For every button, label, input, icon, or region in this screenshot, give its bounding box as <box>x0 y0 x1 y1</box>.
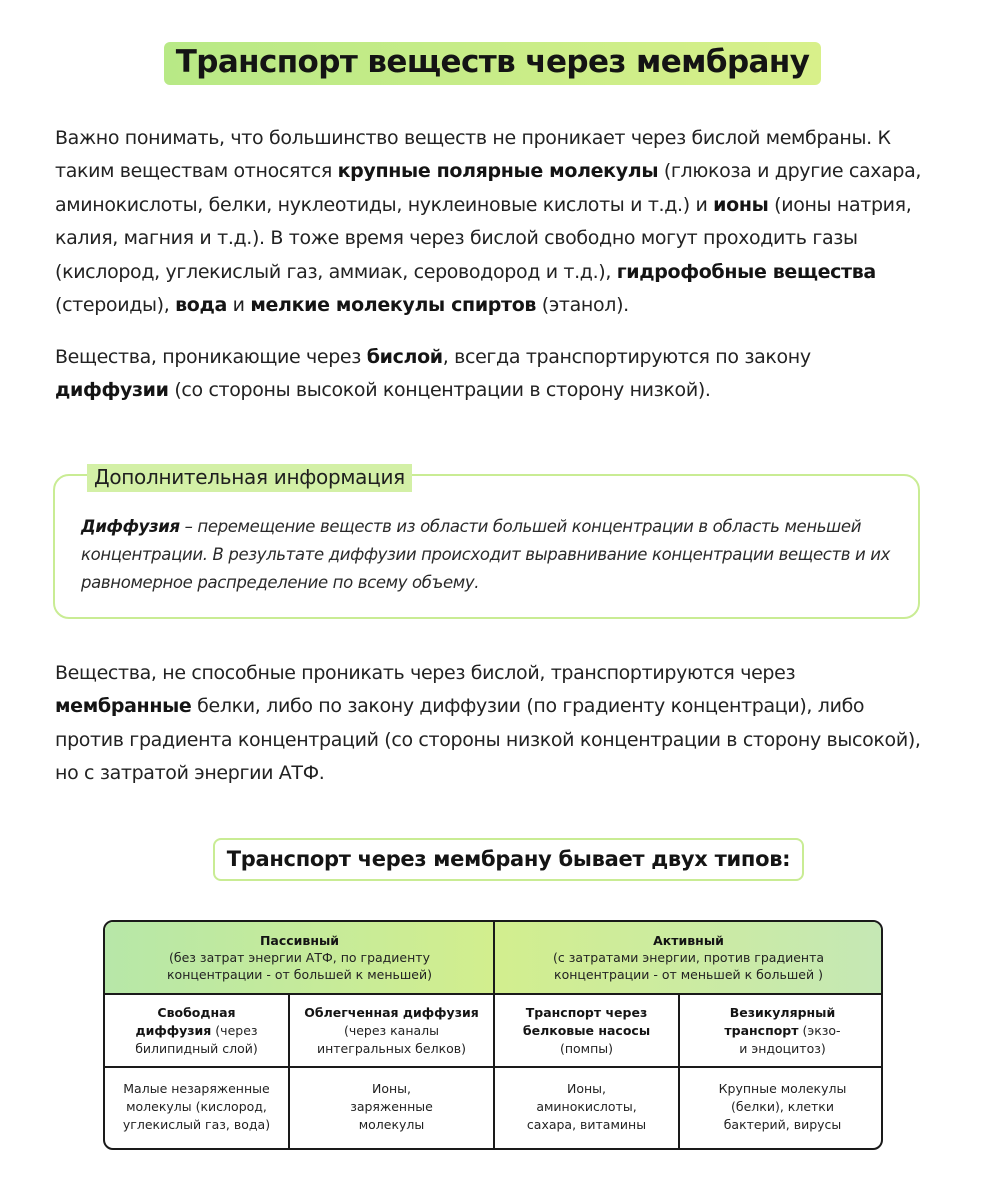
info-box-label: Дополнительная информация <box>87 464 412 492</box>
free-diffusion-note-1: (через <box>211 1023 258 1038</box>
active-title: Активный <box>653 933 724 948</box>
cell-free-diffusion <box>105 1004 288 1058</box>
types-title-wrapper <box>0 838 985 881</box>
free-diffusion-title-1: Свободная <box>157 1005 236 1020</box>
vesicular-title-1: Везикулярный <box>729 1005 836 1020</box>
p2-text-3: (со стороны высокой концентрации в сторону низкой). <box>168 379 711 402</box>
p1-bold-alcohols: мелкие молекулы спиртов <box>250 294 537 317</box>
p1-text-5: и <box>226 294 251 317</box>
active-desc-line-2: концентрации - от меньшей к большей ) <box>554 967 823 982</box>
passive-desc-line-2: концентрации - от большей к меньшей) <box>167 967 432 982</box>
p1-bold-water: вода <box>175 294 227 317</box>
p2-bold-bilayer: бислой <box>366 346 443 368</box>
example-line: (белки), клетки <box>731 1099 834 1114</box>
example-line: Ионы, <box>371 1081 411 1096</box>
cell-examples-pumps <box>495 1080 678 1134</box>
vesicular-note-1: (экзо- <box>798 1023 841 1038</box>
free-diffusion-note-2: билипидный слой) <box>135 1041 258 1056</box>
p3-text-1: Вещества, не способные проникать через бислой, транспортируются через <box>55 662 796 684</box>
example-line: сахара, витамины <box>526 1117 647 1132</box>
example-line: молекулы (кислород, <box>126 1099 267 1114</box>
page-title: Транспорт веществ через мембрану <box>164 42 822 85</box>
protein-pumps-note: (помпы) <box>559 1041 614 1056</box>
p1-bold-hydrophobic: гидрофобные вещества <box>616 260 876 283</box>
p2-bold-diffusion: диффузии <box>55 379 169 402</box>
paragraph-intro <box>55 122 925 322</box>
free-diffusion-title-2: диффузия <box>135 1023 212 1038</box>
example-line: молекулы <box>358 1117 425 1132</box>
cell-vesicular-transport <box>680 1004 883 1058</box>
cell-examples-vesicular <box>680 1080 883 1134</box>
cell-examples-free-diffusion <box>105 1080 288 1134</box>
cell-examples-facilitated <box>290 1080 493 1134</box>
p1-bold-ions: ионы <box>713 193 769 216</box>
header-passive <box>105 922 494 994</box>
cell-facilitated-diffusion <box>290 1004 493 1058</box>
p3-bold-membrane: мембранные <box>55 695 192 718</box>
p1-text-2: (глюкоза и другие сахара, аминокислоты, белки, нуклеотиды, нуклеиновые кислоты и т.д.) и <box>55 160 922 216</box>
header-active <box>494 922 883 994</box>
example-line: аминокислоты, <box>536 1099 637 1114</box>
vesicular-note-2: и эндоцитоз) <box>739 1041 826 1056</box>
active-desc-line-1: (с затратами энергии, против градиента <box>552 950 825 965</box>
info-definition: – перемещение веществ из области большей концентрации в область меньшей концентрации. В результате диффузии происходит выравнивание концентрации веществ и их равномерное распределение по всему объему. <box>81 517 891 592</box>
p1-text-3: (ионы натрия, калия, магния и т.д.). В тоже время через бислой свободно могут проходить газы (кислород, углекислый газ, аммиак, сероводород и т.д.), <box>55 193 912 283</box>
p1-bold-large-polar-molecules: крупные полярные молекулы <box>337 160 659 183</box>
p1-text-1: Важно понимать, что большинство веществ не проникает через бислой мембраны. К таким веществам относятся <box>55 127 891 183</box>
info-term: Диффузия <box>81 517 180 536</box>
types-title: Транспорт через мембрану бывает двух типов: <box>213 838 805 881</box>
paragraph-bilayer <box>55 341 925 408</box>
info-box-text <box>81 513 907 597</box>
protein-pumps-title-2: белковые насосы <box>522 1023 651 1038</box>
p2-text-1: Вещества, проникающие через <box>55 346 367 368</box>
example-line: Малые незаряженные <box>123 1081 270 1096</box>
p2-text-2: , всегда транспортируются по закону <box>442 346 811 368</box>
passive-desc-line-1: (без затрат энергии АТФ, по градиенту <box>169 950 430 965</box>
example-line: заряженные <box>350 1099 433 1114</box>
p1-text-4: (стероиды), <box>55 294 176 317</box>
transport-types-table <box>103 920 883 1150</box>
p3-text-2: белки, либо по закону диффузии (по градиенту концентраци), либо против градиента концентраций (со стороны низкой концентрации в сторону высокой), но с затратой энергии АТФ. <box>55 695 921 785</box>
facilitated-diffusion-note-2: интегральных белков) <box>316 1041 467 1056</box>
example-line: бактерий, вирусы <box>723 1117 842 1132</box>
example-line: Крупные молекулы <box>718 1081 847 1096</box>
example-line: углекислый газ, вода) <box>122 1117 271 1132</box>
title-wrapper <box>0 42 985 85</box>
paragraph-membrane-proteins <box>55 657 925 791</box>
cell-protein-pumps <box>495 1004 678 1058</box>
facilitated-diffusion-note-1: (через каналы <box>343 1023 440 1038</box>
facilitated-diffusion-title: Облегченная диффузия <box>304 1005 479 1020</box>
protein-pumps-title-1: Транспорт через <box>525 1005 648 1020</box>
vesicular-title-2: транспорт <box>724 1023 799 1038</box>
example-line: Ионы, <box>566 1081 606 1096</box>
p1-text-6: (этанол). <box>536 294 629 317</box>
passive-title: Пассивный <box>259 933 340 948</box>
